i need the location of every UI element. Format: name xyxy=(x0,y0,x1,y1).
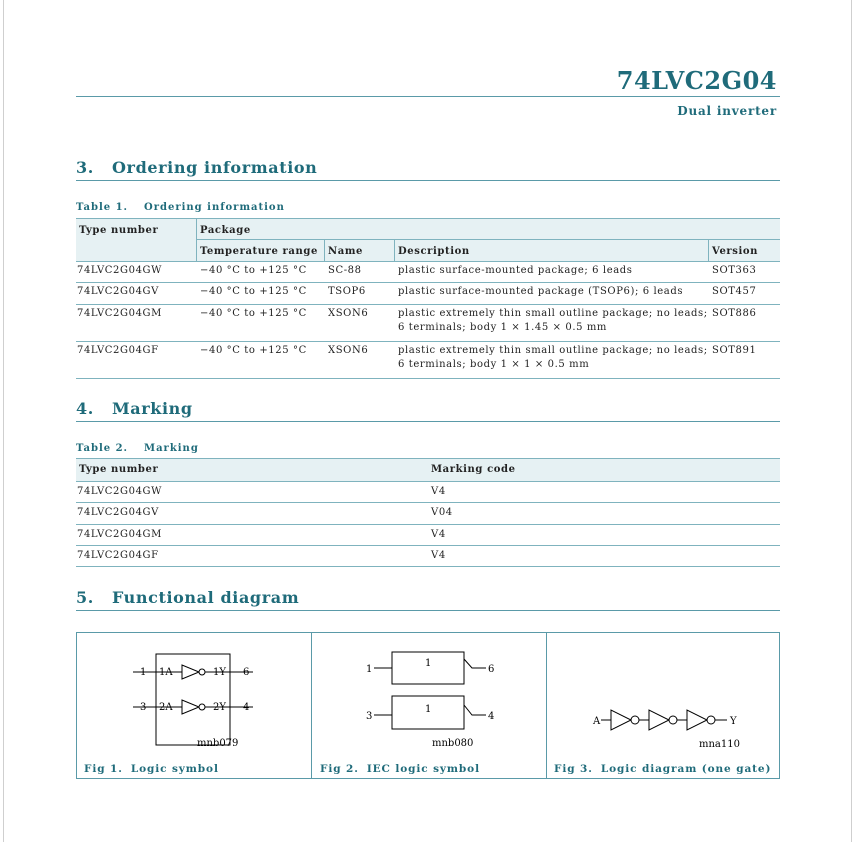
fig1-pin-label: 4 xyxy=(243,702,250,713)
fig1-inverter-1 xyxy=(182,665,199,679)
cell-type: 74LVC2G04GM xyxy=(77,529,162,540)
cell-temp: −40 °C to +125 °C xyxy=(200,286,307,297)
fig2-caption xyxy=(320,763,480,775)
fig3-logic-diagram xyxy=(547,633,781,758)
cell-name: TSOP6 xyxy=(328,286,366,297)
page-edge-left xyxy=(3,0,4,842)
table-rule xyxy=(76,502,780,503)
fig1-logic-symbol xyxy=(77,633,311,758)
table-rule xyxy=(76,341,780,342)
cell-version: SOT891 xyxy=(712,345,757,356)
cell-type: 74LVC2G04GW xyxy=(77,486,162,497)
table-caption-title: Ordering information xyxy=(144,202,285,213)
table-divider xyxy=(394,239,395,261)
fig1-pin-label: 1A xyxy=(159,667,173,678)
cell-temp: −40 °C to +125 °C xyxy=(200,345,307,356)
table-rule xyxy=(76,261,780,262)
table-rule xyxy=(197,239,780,240)
cell-description-line2: 6 terminals; body 1 × 1 × 0.5 mm xyxy=(398,359,590,370)
table-divider xyxy=(708,239,709,261)
cell-description: plastic extremely thin small outline package; no leads; xyxy=(398,308,708,319)
table-row xyxy=(76,286,780,306)
fig2-box-label: 1 xyxy=(425,658,432,669)
table1-caption xyxy=(76,202,285,213)
section-number: 3. xyxy=(76,158,94,177)
table-row xyxy=(76,345,780,379)
table-row xyxy=(76,308,780,342)
figure-number: Fig 3. xyxy=(554,763,593,775)
table-divider xyxy=(324,239,325,261)
table-caption-title: Marking xyxy=(144,443,199,454)
cell-name: SC-88 xyxy=(328,265,362,276)
cell-type: 74LVC2G04GF xyxy=(77,550,159,561)
fig2-pin-label: 4 xyxy=(488,711,495,722)
fig3-bubble xyxy=(669,716,677,724)
fig3-inverter-1 xyxy=(611,710,631,730)
fig3-inverter-2 xyxy=(649,710,669,730)
cell-description: plastic extremely thin small outline package; no leads; xyxy=(398,345,708,356)
table-row xyxy=(76,507,780,525)
figure-title: Logic diagram (one gate) xyxy=(600,763,772,775)
fig1-reference: mnb079 xyxy=(197,738,239,749)
table-header xyxy=(76,459,780,481)
cell-temp: −40 °C to +125 °C xyxy=(200,265,307,276)
fig2-pin-label: 6 xyxy=(488,664,495,675)
fig2-box-label: 1 xyxy=(425,704,432,715)
fig1-bubble xyxy=(199,704,205,710)
cell-marking-code: V4 xyxy=(431,486,446,497)
table-rule xyxy=(76,304,780,305)
table-rule xyxy=(76,566,780,567)
table-rule xyxy=(76,481,780,482)
fig1-pin-label: 3 xyxy=(140,702,147,713)
cell-temp: −40 °C to +125 °C xyxy=(200,308,307,319)
header-version: Version xyxy=(712,246,759,257)
table-header xyxy=(76,219,780,261)
fig1-pin-label: 1 xyxy=(140,667,147,678)
page-edge-right xyxy=(851,0,852,842)
cell-name: XSON6 xyxy=(328,308,369,319)
table-rule xyxy=(76,378,780,379)
section-title: Marking xyxy=(112,399,193,418)
fig1-pin-label: 2A xyxy=(159,702,173,713)
document-title: 74LVC2G04 xyxy=(616,66,777,95)
cell-marking-code: V04 xyxy=(431,507,453,518)
fig3-reference: mna110 xyxy=(699,739,740,750)
table-rule xyxy=(76,545,780,546)
table2-caption xyxy=(76,443,199,454)
figure-title: IEC logic symbol xyxy=(366,763,480,775)
figure-title: Logic symbol xyxy=(130,763,219,775)
header-marking-code: Marking code xyxy=(431,464,516,475)
header-rule xyxy=(76,96,780,97)
header-name: Name xyxy=(328,246,363,257)
fig1-caption xyxy=(84,763,219,775)
section-heading-functional xyxy=(76,588,780,611)
figure-frame xyxy=(76,632,780,779)
cell-marking-code: V4 xyxy=(431,550,446,561)
section-number: 4. xyxy=(76,399,94,418)
fig3-pin-label: A xyxy=(593,716,601,727)
fig1-pin-label: 1Y xyxy=(213,667,226,678)
table-rule xyxy=(76,282,780,283)
section-heading-ordering xyxy=(76,158,780,181)
cell-type: 74LVC2G04GM xyxy=(77,308,162,319)
fig2-pin-label: 3 xyxy=(366,711,373,722)
table-caption-number: Table 1. xyxy=(76,202,129,213)
fig3-inverter-3 xyxy=(687,710,707,730)
fig1-inverter-2 xyxy=(182,700,199,714)
fig3-pin-label: Y xyxy=(730,716,737,727)
ordering-table xyxy=(76,218,780,378)
header-package: Package xyxy=(200,225,251,236)
figure-number: Fig 2. xyxy=(320,763,359,775)
fig1-pin-label: 6 xyxy=(243,667,250,678)
header-description: Description xyxy=(398,246,470,257)
section-heading-marking xyxy=(76,399,780,422)
fig2-output xyxy=(464,659,486,668)
fig1-pin-label: 2Y xyxy=(213,702,226,713)
cell-description: plastic surface-mounted package (TSOP6); 6 leads xyxy=(398,286,684,297)
fig3-bubble xyxy=(707,716,715,724)
cell-type: 74LVC2G04GV xyxy=(77,507,159,518)
cell-type: 74LVC2G04GF xyxy=(77,345,159,356)
fig3-bubble xyxy=(631,716,639,724)
cell-description: plastic surface-mounted package; 6 leads xyxy=(398,265,633,276)
fig1-bubble xyxy=(199,669,205,675)
section-title: Functional diagram xyxy=(112,588,300,607)
marking-table xyxy=(76,458,780,568)
figure-number: Fig 1. xyxy=(84,763,123,775)
header-type-number: Type number xyxy=(79,464,159,475)
fig2-reference: mnb080 xyxy=(432,738,474,749)
section-title: Ordering information xyxy=(112,158,318,177)
cell-type: 74LVC2G04GV xyxy=(77,286,159,297)
cell-marking-code: V4 xyxy=(431,529,446,540)
table-caption-number: Table 2. xyxy=(76,443,129,454)
section-number: 5. xyxy=(76,588,94,607)
header-type-number: Type number xyxy=(79,225,159,236)
cell-description-line2: 6 terminals; body 1 × 1.45 × 0.5 mm xyxy=(398,322,608,333)
header-temperature-range: Temperature range xyxy=(200,246,318,257)
cell-version: SOT457 xyxy=(712,286,757,297)
fig2-pin-label: 1 xyxy=(366,664,373,675)
fig3-caption xyxy=(554,763,771,775)
cell-version: SOT363 xyxy=(712,265,757,276)
fig2-iec-symbol xyxy=(312,633,546,758)
table-rule xyxy=(76,524,780,525)
fig2-output xyxy=(464,705,486,715)
cell-name: XSON6 xyxy=(328,345,369,356)
cell-version: SOT886 xyxy=(712,308,757,319)
document-subtitle: Dual inverter xyxy=(677,104,777,118)
cell-type: 74LVC2G04GW xyxy=(77,265,162,276)
